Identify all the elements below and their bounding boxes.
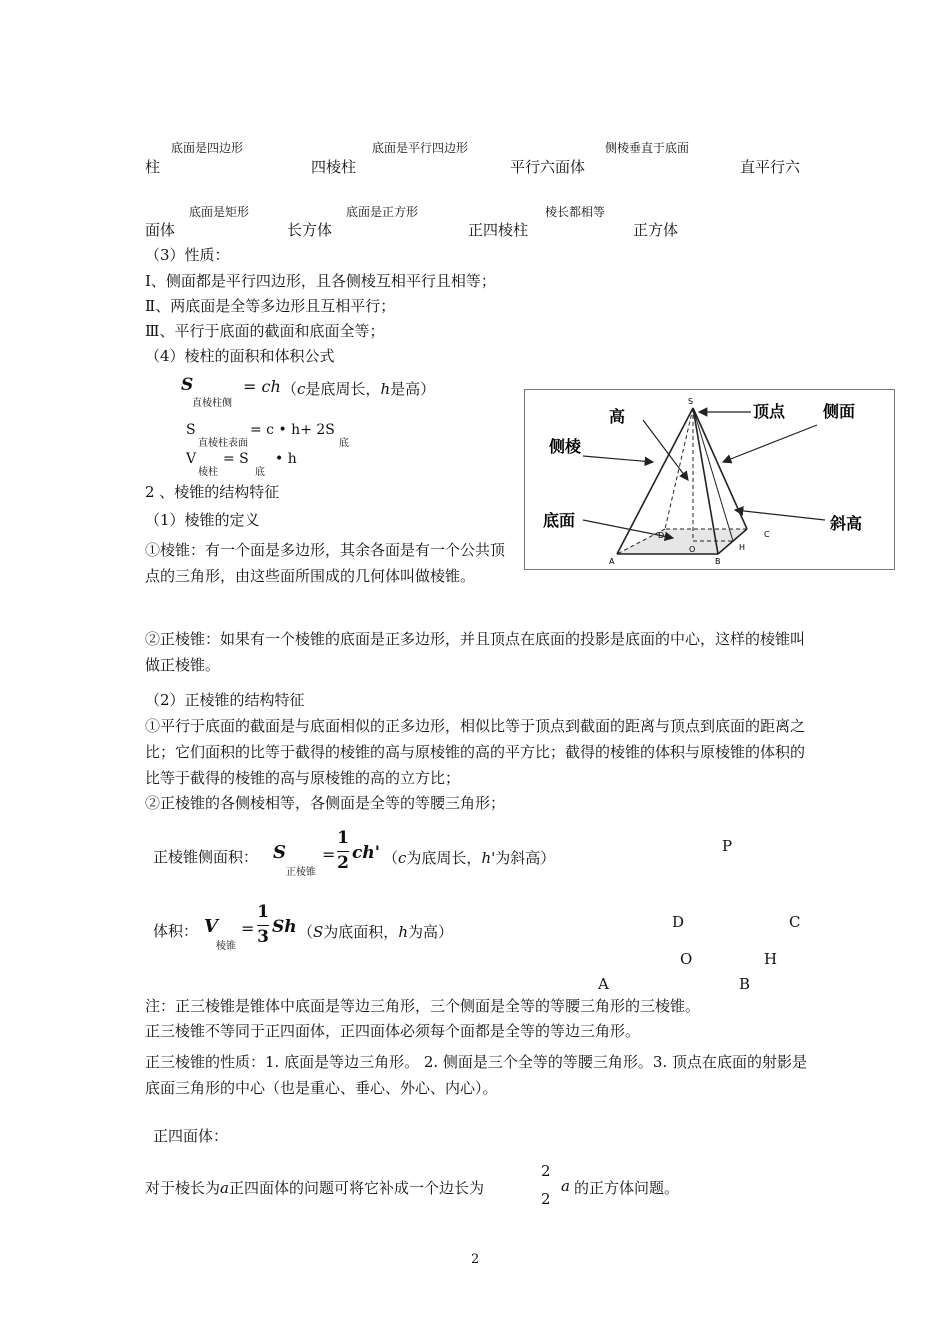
vertex-letter: C bbox=[764, 530, 770, 539]
diagram-label: 侧棱 bbox=[549, 437, 582, 456]
fraction-denominator: 2 bbox=[541, 1190, 551, 1208]
expression: ch' bbox=[352, 843, 380, 863]
fraction-denominator: 3 bbox=[257, 927, 269, 947]
subscript: 棱锥 bbox=[216, 941, 236, 952]
property-line: Ⅰ、侧面都是平行四边形，且各侧棱互相平行且相等； bbox=[145, 272, 496, 290]
vertex-letter: B bbox=[715, 557, 721, 566]
variable-a: a bbox=[561, 1177, 570, 1195]
expression: Sh bbox=[272, 917, 297, 937]
formula-volume-eq: = S bbox=[223, 451, 249, 467]
chain-node: 直平行六 bbox=[740, 158, 801, 176]
chain-node: 平行六面体 bbox=[510, 158, 586, 176]
side-area-note: （c为底周长，h'为斜高） bbox=[383, 849, 556, 867]
formula-volume-rhs: • h bbox=[275, 451, 297, 467]
chain-node: 柱 bbox=[145, 158, 161, 176]
vertex-label-D: D bbox=[672, 913, 685, 931]
chain-node: 正四棱柱 bbox=[468, 221, 529, 239]
subscript: 正棱锥 bbox=[286, 867, 316, 878]
volume-note: （S为底面积，h为高） bbox=[298, 923, 453, 941]
fraction-numerator: 2 bbox=[541, 1162, 551, 1180]
vertex-letter: A bbox=[609, 557, 615, 566]
chain-condition: 棱长都相等 bbox=[545, 205, 606, 219]
tetrahedron-text: 对于棱长为a正四面体的问题可将它补成一个边长为 bbox=[145, 1179, 484, 1197]
area-heading: （4）棱柱的面积和体积公式 bbox=[145, 347, 335, 365]
formula-lateral-area bbox=[181, 375, 193, 395]
symbol-V: V bbox=[204, 916, 218, 937]
subscript: 直棱柱侧 bbox=[192, 398, 232, 409]
volume-label: 体积： bbox=[153, 922, 199, 940]
formula-surface-S: S bbox=[186, 422, 196, 438]
vertex-label-H: H bbox=[764, 950, 778, 968]
chain-condition: 底面是平行四边形 bbox=[372, 141, 469, 155]
subscript: 棱柱 bbox=[198, 467, 218, 478]
formula-rhs: = ch bbox=[243, 377, 281, 396]
diagram-label: 侧面 bbox=[823, 402, 856, 421]
vertex-label-P: P bbox=[722, 837, 733, 855]
arrow-lateral-face bbox=[723, 425, 817, 462]
tetrahedron-heading: 正四面体： bbox=[153, 1127, 229, 1145]
diagram-label: 底面 bbox=[543, 511, 576, 530]
vertex-label-A: A bbox=[598, 975, 609, 993]
formula-note: （c是底周长，h是高） bbox=[282, 380, 436, 398]
chain-condition: 侧棱垂直于底面 bbox=[605, 141, 690, 155]
vertex-label-O: O bbox=[680, 950, 693, 968]
chain-node: 正方体 bbox=[633, 221, 679, 239]
property-line: Ⅱ、两底面是全等多边形且互相平行； bbox=[145, 297, 396, 315]
fraction-numerator: 1 bbox=[257, 902, 269, 922]
vertex-letter: H bbox=[739, 543, 746, 552]
equals: = bbox=[322, 845, 336, 864]
pyramid-diagram-svg bbox=[525, 390, 894, 569]
diagram-label: 顶点 bbox=[753, 402, 786, 421]
arrow-slant-height bbox=[735, 510, 825, 520]
note-properties: 正三棱锥的性质：1. 底面是等边三角形。 2. 侧面是三个全等的等腰三角形。3. 顶点在底面的射影是底面三角形的中心（也是重心、垂心、外心、内心）。 bbox=[145, 1053, 808, 1097]
pyramid-diagram bbox=[524, 389, 895, 570]
subscript: 底 bbox=[339, 438, 349, 449]
definition-regular-pyramid: ②正棱锥：如果有一个棱锥的底面是正多边形，并且顶点在底面的投影是底面的中心，这样的棱锥叫做正棱锥。 bbox=[145, 630, 806, 674]
property-line: Ⅲ、平行于底面的截面和底面全等； bbox=[145, 322, 385, 340]
arrow-lateral-edge bbox=[583, 456, 653, 462]
structure-feature-2: ②正棱锥的各侧棱相等，各侧面是全等的等腰三角形； bbox=[145, 794, 506, 812]
note-line: 正三棱锥不等同于正四面体，正四面体必须每个面都是全等的等边三角形。 bbox=[145, 1022, 641, 1040]
equals: = bbox=[241, 919, 255, 938]
vertex-letter: O bbox=[689, 545, 696, 554]
subsection-heading: （1）棱锥的定义 bbox=[145, 511, 260, 529]
fraction-bar bbox=[337, 851, 349, 852]
formula-volume-V: V bbox=[186, 451, 197, 467]
subscript: 直棱柱表面 bbox=[198, 438, 248, 449]
diagram-label: 斜高 bbox=[830, 514, 863, 533]
chain-condition: 底面是四边形 bbox=[171, 141, 244, 155]
chain-condition: 底面是矩形 bbox=[189, 205, 250, 219]
page-number: 2 bbox=[471, 1252, 480, 1267]
chain-node: 四棱柱 bbox=[311, 158, 357, 176]
side-area-label: 正棱锥侧面积： bbox=[153, 848, 259, 866]
definition-pyramid: ①棱锥：有一个面是多边形，其余各面是有一个公共顶点的三角形，由这些面所围成的几何体叫做棱锥。 bbox=[145, 541, 506, 585]
base-face bbox=[617, 529, 747, 554]
fraction-bar bbox=[257, 925, 269, 926]
props-heading: （3）性质： bbox=[145, 246, 230, 264]
vertex-letter: S bbox=[688, 397, 694, 406]
symbol-S: S bbox=[181, 375, 194, 395]
diagram-label: 高 bbox=[609, 407, 626, 426]
fraction-denominator: 2 bbox=[337, 853, 349, 873]
note-line: 注：正三棱锥是锥体中底面是等边三角形，三个侧面是全等的等腰三角形的三棱锥。 bbox=[145, 997, 701, 1015]
chain-node: 面体 bbox=[145, 221, 176, 239]
subsection-heading: （2）正棱锥的结构特征 bbox=[145, 691, 305, 709]
vertex-letter: D bbox=[658, 531, 665, 540]
vertex-label-C: C bbox=[789, 913, 801, 931]
tetrahedron-text-end: 的正方体问题。 bbox=[574, 1179, 680, 1197]
symbol-S: S bbox=[273, 842, 286, 863]
subscript: 底 bbox=[255, 467, 265, 478]
fraction-numerator: 1 bbox=[337, 828, 349, 848]
structure-feature-1: ①平行于底面的截面是与底面相似的正多边形，相似比等于顶点到截面的距离与顶点到底面的距离之比；它们面积的比等于截得的棱锥的高与原棱锥的高的平方比；截得的棱锥的体积与原棱锥的体积的比等于截得的棱锥的高与原棱锥的高的立方比； bbox=[145, 717, 806, 787]
vertex-label-B: B bbox=[739, 975, 751, 993]
chain-condition: 底面是正方形 bbox=[346, 205, 419, 219]
chain-node: 长方体 bbox=[287, 221, 333, 239]
section-heading: 2 、棱锥的结构特征 bbox=[145, 483, 280, 501]
formula-surface-rhs: = c • h+ 2S bbox=[250, 422, 335, 438]
